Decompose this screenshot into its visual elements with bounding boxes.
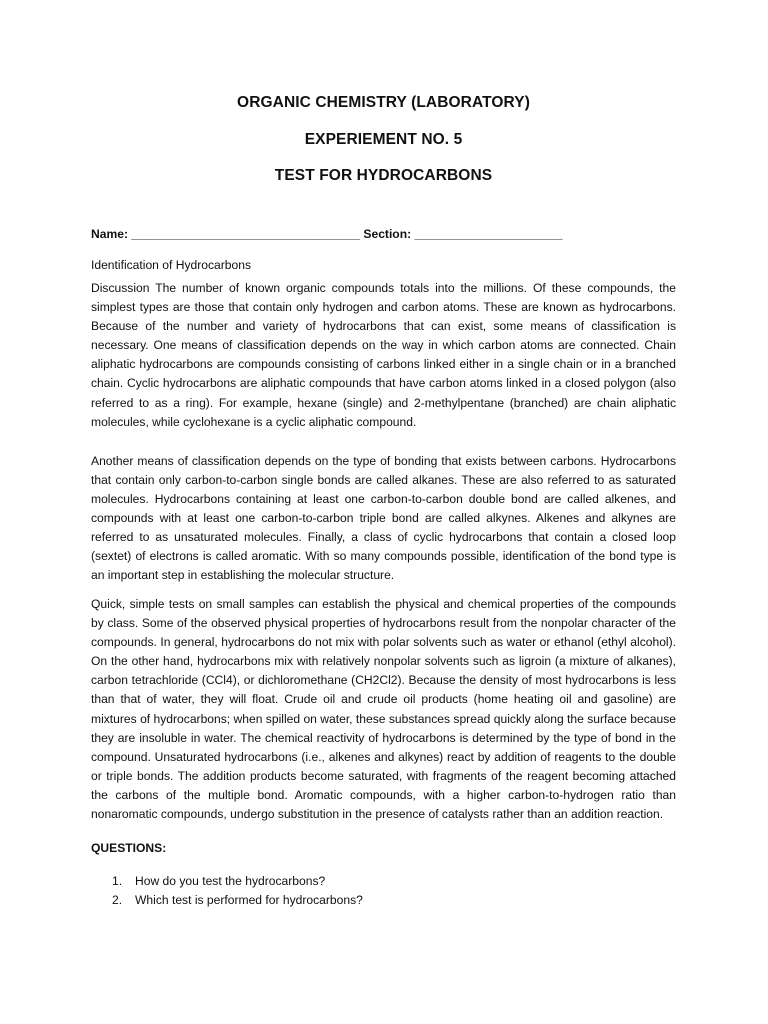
document-body [91,225,676,910]
discussion-paragraph: Discussion The number of known organic compounds totals into the millions. Of these compounds, the simplest types are those that contain only hydrogen and carbon atoms. These are known as hydrocarbons. Because of the number and variety of hydrocarbons that can exist, some means of classification is necessary. One means of classification depends on the way in which carbon atoms are connected. Chain aliphatic hydrocarbons are compounds consisting of carbons linked either in a single chain or in a branched chain. Cyclic hydrocarbons are aliphatic compounds that have carbon atoms linked in a closed polygon (also referred to as a ring). For example, hexane (single) and 2-methylpentane (branched) are chain aliphatic molecules, while cyclohexane is a cyclic aliphatic compound. [91,281,676,429]
name-label: Name: [91,227,128,241]
list-item [91,891,676,910]
section-label: Section: [363,227,412,241]
list-item [91,872,676,891]
question-number: 1. [112,874,123,888]
course-title: ORGANIC CHEMISTRY (LABORATORY) [237,94,530,111]
section-blank: ______________________ [414,227,563,241]
experiment-number: EXPERIEMENT NO. 5 [304,130,463,148]
questions-list [91,872,676,910]
questions-heading: QUESTIONS: [91,841,167,855]
classification-paragraph: Another means of classification depends on the type of bonding that exists between carbons. Hydrocarbons that contain only carbon-to-carbon single bonds are called alkanes. These are also referred to as saturated molecules. Hydrocarbons containing at least one carbon-to-carbon double bond are called alkenes, and compounds with at least one carbon-to-carbon triple bond are called alkynes. Alkenes and alkynes are referred to as unsaturated molecules. Finally, a class of cyclic hydrocarbons that contain a closed loop (sextet) of electrons is called aromatic. With so many compounds possible, identification of the bond type is an important step in establishing the molecular structure. [91,453,676,583]
question-number: 2. [112,893,123,907]
question-text: How do you test the hydrocarbons? [135,874,326,888]
experiment-title: TEST FOR HYDROCARBONS [274,167,493,184]
properties-paragraph: Quick, simple tests on small samples can establish the physical and chemical properties of the compounds by class. Some of the observed physical properties of hydrocarbons result from the nonpolar character of the compounds. In general, hydrocarbons do not mix with polar solvents such as water or ethanol (ethyl alcohol). On the other hand, hydrocarbons mix with relatively nonpolar solvents such as ligroin (a mixture of alkanes), carbon tetrachloride (CCl4), or dichloromethane (CH2Cl2). Because the density of most hydrocarbons is less than that of water, they will float. Crude oil and crude oil products (home heating oil and gasoline) are mixtures of hydrocarbons; when spilled on water, these substances spread quickly along the surface because they are insoluble in water. The chemical reactivity of hydrocarbons is determined by the type of bond in the compound. Unsaturated hydrocarbons (i.e., alkenes and alkynes) react by addition of reagents to the double or triple bonds. The addition products become saturated, with fragments of the reagent becoming attached the carbons of the multiple bond. Aromatic compounds, with a higher carbon-to-hydrogen ratio than nonaromatic compounds, undergo substitution in the presence of catalysts rather than an addition reaction. [91,597,676,822]
document-header [91,92,676,202]
section-heading: Identification of Hydrocarbons [91,258,251,272]
question-text: Which test is performed for hydrocarbons? [135,893,363,907]
name-blank: __________________________________ [131,227,361,241]
student-fields [91,225,676,256]
